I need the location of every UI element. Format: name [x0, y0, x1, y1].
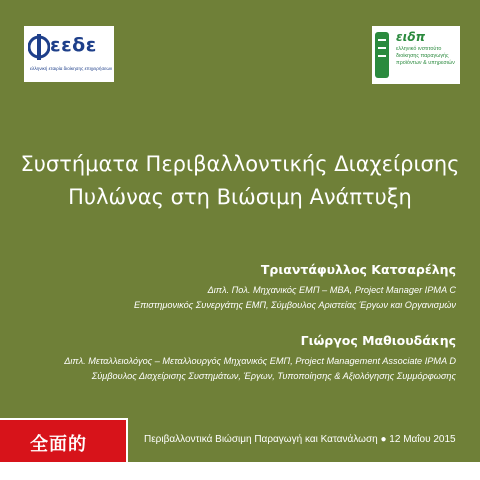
- footer-badge-text: 全面的: [30, 434, 87, 455]
- footer-badge: [0, 418, 128, 462]
- slide-title: [0, 148, 480, 214]
- bottom-strip: [0, 462, 480, 480]
- eidp-emblem-icon: [375, 32, 393, 78]
- eede-emblem-icon: [28, 32, 50, 62]
- eede-wordmark: εεδε: [50, 34, 97, 56]
- eidp-tagline-line: προϊόντων & υπηρεσιών: [396, 59, 455, 66]
- author-credential: Διπλ. Πολ. Μηχανικός ΕΜΠ – MBA, Project Manager IPMA C: [207, 285, 456, 295]
- eidp-logo: [372, 26, 460, 84]
- eidp-tagline-line: ελληνικό ινστιτούτο: [396, 46, 442, 52]
- author-name: Τριαντάφυλλος Κατσαρέλης: [260, 262, 456, 277]
- title-line-1: Συστήματα Περιβαλλοντικής Διαχείρισης: [20, 152, 460, 176]
- author-name: Γιώργος Μαθιουδάκης: [300, 333, 456, 348]
- footer-event-text: Περιβαλλοντικά Βιώσιμη Παραγωγή και Κατανάλωση ● 12 Μαΐου 2015: [144, 434, 456, 445]
- title-line-2: Πυλώνας στη Βιώσιμη Ανάπτυξη: [68, 185, 412, 209]
- eidp-wordmark: ειδπ: [396, 30, 426, 44]
- author-credential: Σύμβουλος Διαχείρισης Συστημάτων, Έργων, Τυποποίησης & Αξιολόγησης Συμμόρφωσης: [91, 371, 456, 381]
- eede-tagline: ελληνική εταιρία διοίκησης επιχειρήσεων: [30, 66, 113, 71]
- eidp-tagline-line: διοίκησης παραγωγής: [396, 52, 449, 59]
- author-credential: Διπλ. Μεταλλειολόγος – Μεταλλουργός Μηχανικός ΕΜΠ, Project Management Associate IPMA D: [64, 356, 456, 366]
- eidp-tagline: [396, 46, 458, 66]
- author-credential: Επιστημονικός Συνεργάτης ΕΜΠ, Σύμβουλος Αριστείας Έργων και Οργανισμών: [133, 300, 456, 310]
- author-2: [64, 333, 456, 384]
- author-1: [134, 262, 456, 313]
- eede-logo: [24, 26, 114, 82]
- footer-bar: [0, 418, 480, 462]
